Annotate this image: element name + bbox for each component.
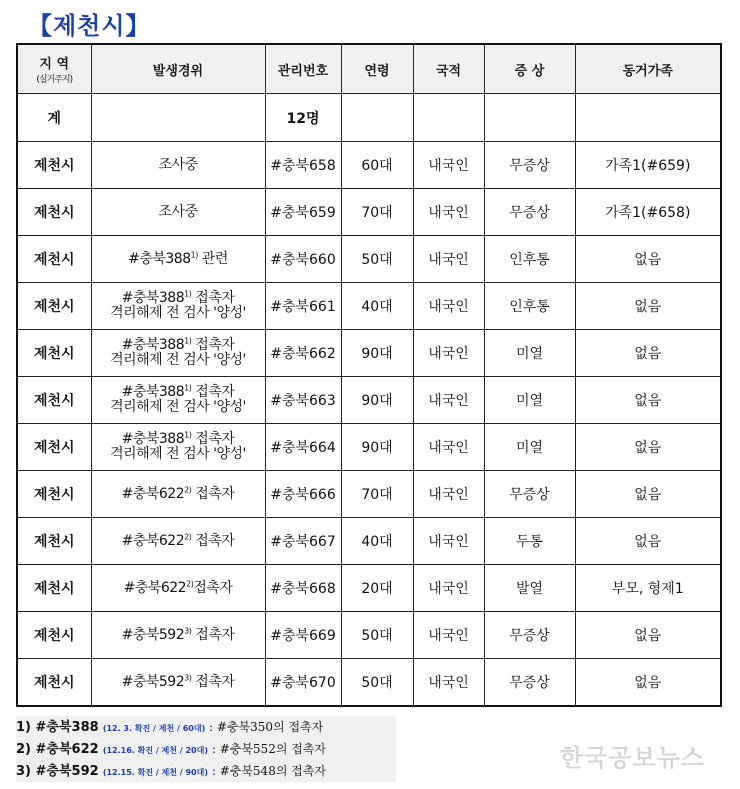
footnote-item: 2) #충북622 (12.16. 확진 / 제천 / 20대) : #충북552의 접촉자	[16, 738, 396, 760]
col-age: 연령	[341, 44, 413, 94]
cell-symptom: 발열	[484, 565, 575, 612]
cell-nationality: 내국인	[413, 236, 484, 283]
cell-age: 40대	[341, 283, 413, 330]
cell-route: #충북592$^{3)}$ 접촉자	[91, 612, 265, 659]
cell-nationality: 내국인	[413, 471, 484, 518]
cell-symptom: 인후통	[484, 236, 575, 283]
cell-id: #충북659	[265, 189, 341, 236]
cell-family: 없음	[575, 236, 721, 283]
cell-id: #충북667	[265, 518, 341, 565]
cell-region: 제천시	[17, 189, 91, 236]
cell-region: 제천시	[17, 236, 91, 283]
cell-family: 없음	[575, 659, 721, 707]
cell-symptom: 무증상	[484, 142, 575, 189]
page-title: 【제천시】	[28, 12, 151, 40]
cell-age: 70대	[341, 471, 413, 518]
cell-age: 90대	[341, 330, 413, 377]
cell-symptom: 무증상	[484, 471, 575, 518]
cell-route: #충북622$^{2)}$접촉자	[91, 565, 265, 612]
cell-symptom: 인후통	[484, 283, 575, 330]
cell-route: #충북388$^{1)}$ 접촉자 격리해제 전 검사 '양성'	[91, 330, 265, 377]
col-symptom: 증 상	[484, 44, 575, 94]
cell-age: 40대	[341, 518, 413, 565]
header-row	[17, 44, 721, 94]
cell-symptom: 무증상	[484, 189, 575, 236]
cell-id: #충북661	[265, 283, 341, 330]
cell-symptom: 미열	[484, 377, 575, 424]
cell-family: 없음	[575, 518, 721, 565]
col-id: 관리번호	[265, 44, 341, 94]
cell-region: 제천시	[17, 142, 91, 189]
table-row	[17, 377, 721, 424]
cell-id: #충북662	[265, 330, 341, 377]
table-row	[17, 424, 721, 471]
cell-nationality: 내국인	[413, 565, 484, 612]
cell-id: #충북666	[265, 471, 341, 518]
col-region: 지 역 (실거주지)	[17, 44, 91, 94]
watermark: 한국공보뉴스	[560, 744, 706, 772]
cell-symptom: 미열	[484, 424, 575, 471]
cell-nationality: 내국인	[413, 189, 484, 236]
cell-symptom: 무증상	[484, 612, 575, 659]
total-label: 계	[17, 94, 91, 142]
cell-route: 조사중	[91, 189, 265, 236]
table-row	[17, 283, 721, 330]
table-row	[17, 518, 721, 565]
table-row	[17, 142, 721, 189]
cell-nationality: 내국인	[413, 659, 484, 707]
cell-region: 제천시	[17, 330, 91, 377]
table-row	[17, 471, 721, 518]
cell-age: 90대	[341, 377, 413, 424]
cell-nationality: 내국인	[413, 283, 484, 330]
cell-route: #충북592$^{3)}$ 접촉자	[91, 659, 265, 707]
cell-family: 없음	[575, 283, 721, 330]
cell-route: #충북622$^{2)}$ 접촉자	[91, 518, 265, 565]
cell-region: 제천시	[17, 471, 91, 518]
table-row	[17, 236, 721, 283]
cell-family: 없음	[575, 377, 721, 424]
cell-id: #충북660	[265, 236, 341, 283]
cell-region: 제천시	[17, 612, 91, 659]
cell-age: 50대	[341, 236, 413, 283]
cell-region: 제천시	[17, 424, 91, 471]
cell-id: #충북669	[265, 612, 341, 659]
cell-age: 50대	[341, 612, 413, 659]
cell-family: 없음	[575, 612, 721, 659]
total-count: 12명	[265, 94, 341, 142]
footnotes	[16, 716, 396, 782]
cell-route: #충북388$^{1)}$ 접촉자 격리해제 전 검사 '양성'	[91, 377, 265, 424]
cell-region: 제천시	[17, 565, 91, 612]
cell-id: #충북664	[265, 424, 341, 471]
cell-symptom: 두통	[484, 518, 575, 565]
cell-age: 20대	[341, 565, 413, 612]
footnote-item: 3) #충북592 (12.15. 확진 / 제천 / 90대) : #충북548의 접촉자	[16, 760, 396, 782]
cell-route: 조사중	[91, 142, 265, 189]
cell-nationality: 내국인	[413, 142, 484, 189]
col-route: 발생경위	[91, 44, 265, 94]
cell-id: #충북663	[265, 377, 341, 424]
cell-symptom: 무증상	[484, 659, 575, 707]
cell-route: #충북622$^{2)}$ 접촉자	[91, 471, 265, 518]
case-table	[16, 43, 722, 707]
cell-family: 가족1(#659)	[575, 142, 721, 189]
cell-family: 없음	[575, 424, 721, 471]
cell-route: #충북388$^{1)}$ 접촉자 격리해제 전 검사 '양성'	[91, 283, 265, 330]
cell-age: 70대	[341, 189, 413, 236]
cell-route: #충북388$^{1)}$ 관련	[91, 236, 265, 283]
cell-id: #충북670	[265, 659, 341, 707]
table-row	[17, 330, 721, 377]
cell-region: 제천시	[17, 377, 91, 424]
col-nationality: 국적	[413, 44, 484, 94]
cell-route: #충북388$^{1)}$ 접촉자 격리해제 전 검사 '양성'	[91, 424, 265, 471]
table-row	[17, 612, 721, 659]
footnote-item: 1) #충북388 (12. 3. 확진 / 제천 / 60대) : #충북350의 접촉자	[16, 716, 396, 738]
cell-family: 부모, 형제1	[575, 565, 721, 612]
col-family: 동거가족	[575, 44, 721, 94]
table-row	[17, 189, 721, 236]
cell-region: 제천시	[17, 659, 91, 707]
cell-age: 90대	[341, 424, 413, 471]
cell-region: 제천시	[17, 283, 91, 330]
cell-age: 60대	[341, 142, 413, 189]
cell-id: #충북658	[265, 142, 341, 189]
cell-symptom: 미열	[484, 330, 575, 377]
table-row	[17, 565, 721, 612]
cell-family: 없음	[575, 471, 721, 518]
cell-id: #충북668	[265, 565, 341, 612]
cell-nationality: 내국인	[413, 518, 484, 565]
cell-nationality: 내국인	[413, 330, 484, 377]
table-row	[17, 659, 721, 707]
cell-region: 제천시	[17, 518, 91, 565]
cell-nationality: 내국인	[413, 612, 484, 659]
cell-nationality: 내국인	[413, 424, 484, 471]
total-row	[17, 94, 721, 142]
cell-family: 가족1(#658)	[575, 189, 721, 236]
cell-age: 50대	[341, 659, 413, 707]
cell-family: 없음	[575, 330, 721, 377]
cell-nationality: 내국인	[413, 377, 484, 424]
